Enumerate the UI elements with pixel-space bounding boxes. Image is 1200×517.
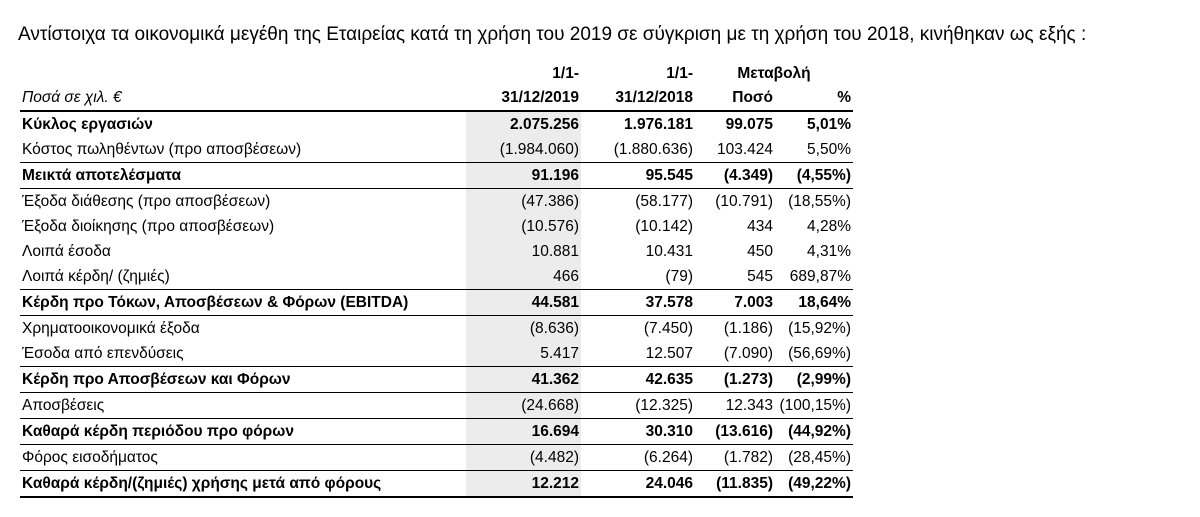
row-label: Χρηματοοικονομικά έξοδα xyxy=(20,316,466,342)
change-percent: (18,55%) xyxy=(775,189,853,215)
value-2018: (6.264) xyxy=(581,445,695,471)
change-amount: (4.349) xyxy=(695,163,775,189)
change-percent: 5,01% xyxy=(807,115,851,133)
row-label: Έξοδα διοίκησης (προ αποσβέσεων) xyxy=(22,217,275,235)
table-row xyxy=(20,341,853,367)
value-2019: 44.581 xyxy=(466,290,581,316)
header-unit-label: Ποσά σε χιλ. € xyxy=(20,86,466,111)
table-row xyxy=(20,445,853,471)
header-blank xyxy=(20,62,466,86)
row-label: Φόρος εισοδήματος xyxy=(20,445,466,471)
row-label: Λοιπά έσοδα xyxy=(22,242,111,260)
change-percent: 4,28% xyxy=(807,217,851,235)
header-amount: Ποσό xyxy=(695,86,775,111)
change-percent: (56,69%) xyxy=(788,344,851,362)
intro-paragraph: Αντίστοιχα τα οικονομικά μεγέθη της Εταιρείας κατά τη χρήση του 2019 σε σύγκριση με τη χρήση του 2018, κινήθηκαν ως εξής : xyxy=(18,24,1087,45)
value-2019: 16.694 xyxy=(466,419,581,445)
change-amount: 12.343 xyxy=(695,393,775,419)
header-2019-line2: 31/12/2019 xyxy=(466,86,581,111)
table-row xyxy=(20,214,853,239)
change-amount: 450 xyxy=(747,242,773,260)
row-label: Κέρδη προ Τόκων, Αποσβέσεων & Φόρων (EBITDA) xyxy=(20,290,466,316)
value-2019: 91.196 xyxy=(466,163,581,189)
change-amount: (10.791) xyxy=(695,189,775,215)
change-percent: (100,15%) xyxy=(775,393,853,419)
header-change: Μεταβολή xyxy=(737,65,811,82)
table-row xyxy=(20,264,853,290)
value-2018: 10.431 xyxy=(645,242,693,260)
row-label: Λοιπά κέρδη/ (ζημιές) xyxy=(22,267,170,285)
change-percent: 18,64% xyxy=(775,290,853,316)
change-amount: (1.273) xyxy=(695,367,775,393)
row-label: Κόστος πωληθέντων (προ αποσβέσεων) xyxy=(22,140,302,158)
table-header-row-1 xyxy=(20,62,853,86)
change-amount: 545 xyxy=(747,267,773,285)
row-label: Κύκλος εργασιών xyxy=(22,115,153,133)
change-amount: (7.090) xyxy=(723,344,773,362)
change-amount: (11.835) xyxy=(695,471,775,498)
table-row xyxy=(20,316,853,342)
header-2018-line1: 1/1- xyxy=(666,65,693,82)
value-2019: (47.386) xyxy=(466,189,581,215)
value-2018: 12.507 xyxy=(645,344,693,362)
value-2018: (10.142) xyxy=(635,217,693,235)
change-amount: 7.003 xyxy=(695,290,775,316)
table-row xyxy=(20,239,853,264)
value-2019: (10.576) xyxy=(466,214,581,239)
value-2018: (79) xyxy=(665,267,693,285)
value-2019: (4.482) xyxy=(466,445,581,471)
row-label: Καθαρά κέρδη περιόδου προ φόρων xyxy=(20,419,466,445)
change-percent: 5,50% xyxy=(807,140,851,158)
value-2018: 95.545 xyxy=(581,163,695,189)
value-2019: 466 xyxy=(466,264,581,290)
value-2019: (8.636) xyxy=(466,316,581,342)
table-row xyxy=(20,163,853,189)
row-label: Έξοδα διάθεσης (προ αποσβέσεων) xyxy=(20,189,466,215)
value-2018: 1.976.181 xyxy=(624,115,693,133)
table-row xyxy=(20,111,853,137)
change-amount: 99.075 xyxy=(725,115,773,133)
value-2019: 5.417 xyxy=(466,341,581,367)
table-header-row-2 xyxy=(20,86,853,111)
table-row xyxy=(20,419,853,445)
value-2018: 37.578 xyxy=(581,290,695,316)
value-2019: (24.668) xyxy=(466,393,581,419)
change-percent: (4,55%) xyxy=(775,163,853,189)
table-row xyxy=(20,471,853,498)
change-amount: (13.616) xyxy=(695,419,775,445)
table-row xyxy=(20,393,853,419)
change-percent: (44,92%) xyxy=(775,419,853,445)
value-2018: (1.880.636) xyxy=(613,140,693,158)
change-amount: 103.424 xyxy=(716,140,773,158)
value-2018: (58.177) xyxy=(581,189,695,215)
change-amount: 434 xyxy=(747,217,773,235)
value-2019: 2.075.256 xyxy=(466,111,581,137)
change-amount: (1.186) xyxy=(695,316,775,342)
row-label: Αποσβέσεις xyxy=(20,393,466,419)
value-2018: 30.310 xyxy=(581,419,695,445)
table-row xyxy=(20,137,853,163)
value-2019: (1.984.060) xyxy=(466,137,581,163)
table-row xyxy=(20,189,853,215)
value-2019: 12.212 xyxy=(466,471,581,498)
table-row xyxy=(20,367,853,393)
row-label: Καθαρά κέρδη/(ζημιές) χρήσης μετά από φόρους xyxy=(20,471,466,498)
change-amount: (1.782) xyxy=(695,445,775,471)
change-percent: (2,99%) xyxy=(775,367,853,393)
header-percent: % xyxy=(775,86,853,111)
change-percent: (49,22%) xyxy=(775,471,853,498)
value-2018: 24.046 xyxy=(581,471,695,498)
change-percent: (15,92%) xyxy=(775,316,853,342)
change-percent: 689,87% xyxy=(789,267,851,285)
value-2018: 42.635 xyxy=(581,367,695,393)
value-2018: (12.325) xyxy=(581,393,695,419)
row-label: Μεικτά αποτελέσματα xyxy=(20,163,466,189)
value-2019: 41.362 xyxy=(466,367,581,393)
change-percent: 4,31% xyxy=(807,242,851,260)
header-2019-line1: 1/1- xyxy=(552,65,579,82)
header-2018-line2: 31/12/2018 xyxy=(581,86,695,111)
table-row xyxy=(20,290,853,316)
value-2019: 10.881 xyxy=(466,239,581,264)
row-label: Έσοδα από επενδύσεις xyxy=(22,344,184,362)
change-percent: (28,45%) xyxy=(775,445,853,471)
financial-table xyxy=(20,62,853,498)
row-label: Κέρδη προ Αποσβέσεων και Φόρων xyxy=(20,367,466,393)
value-2018: (7.450) xyxy=(581,316,695,342)
